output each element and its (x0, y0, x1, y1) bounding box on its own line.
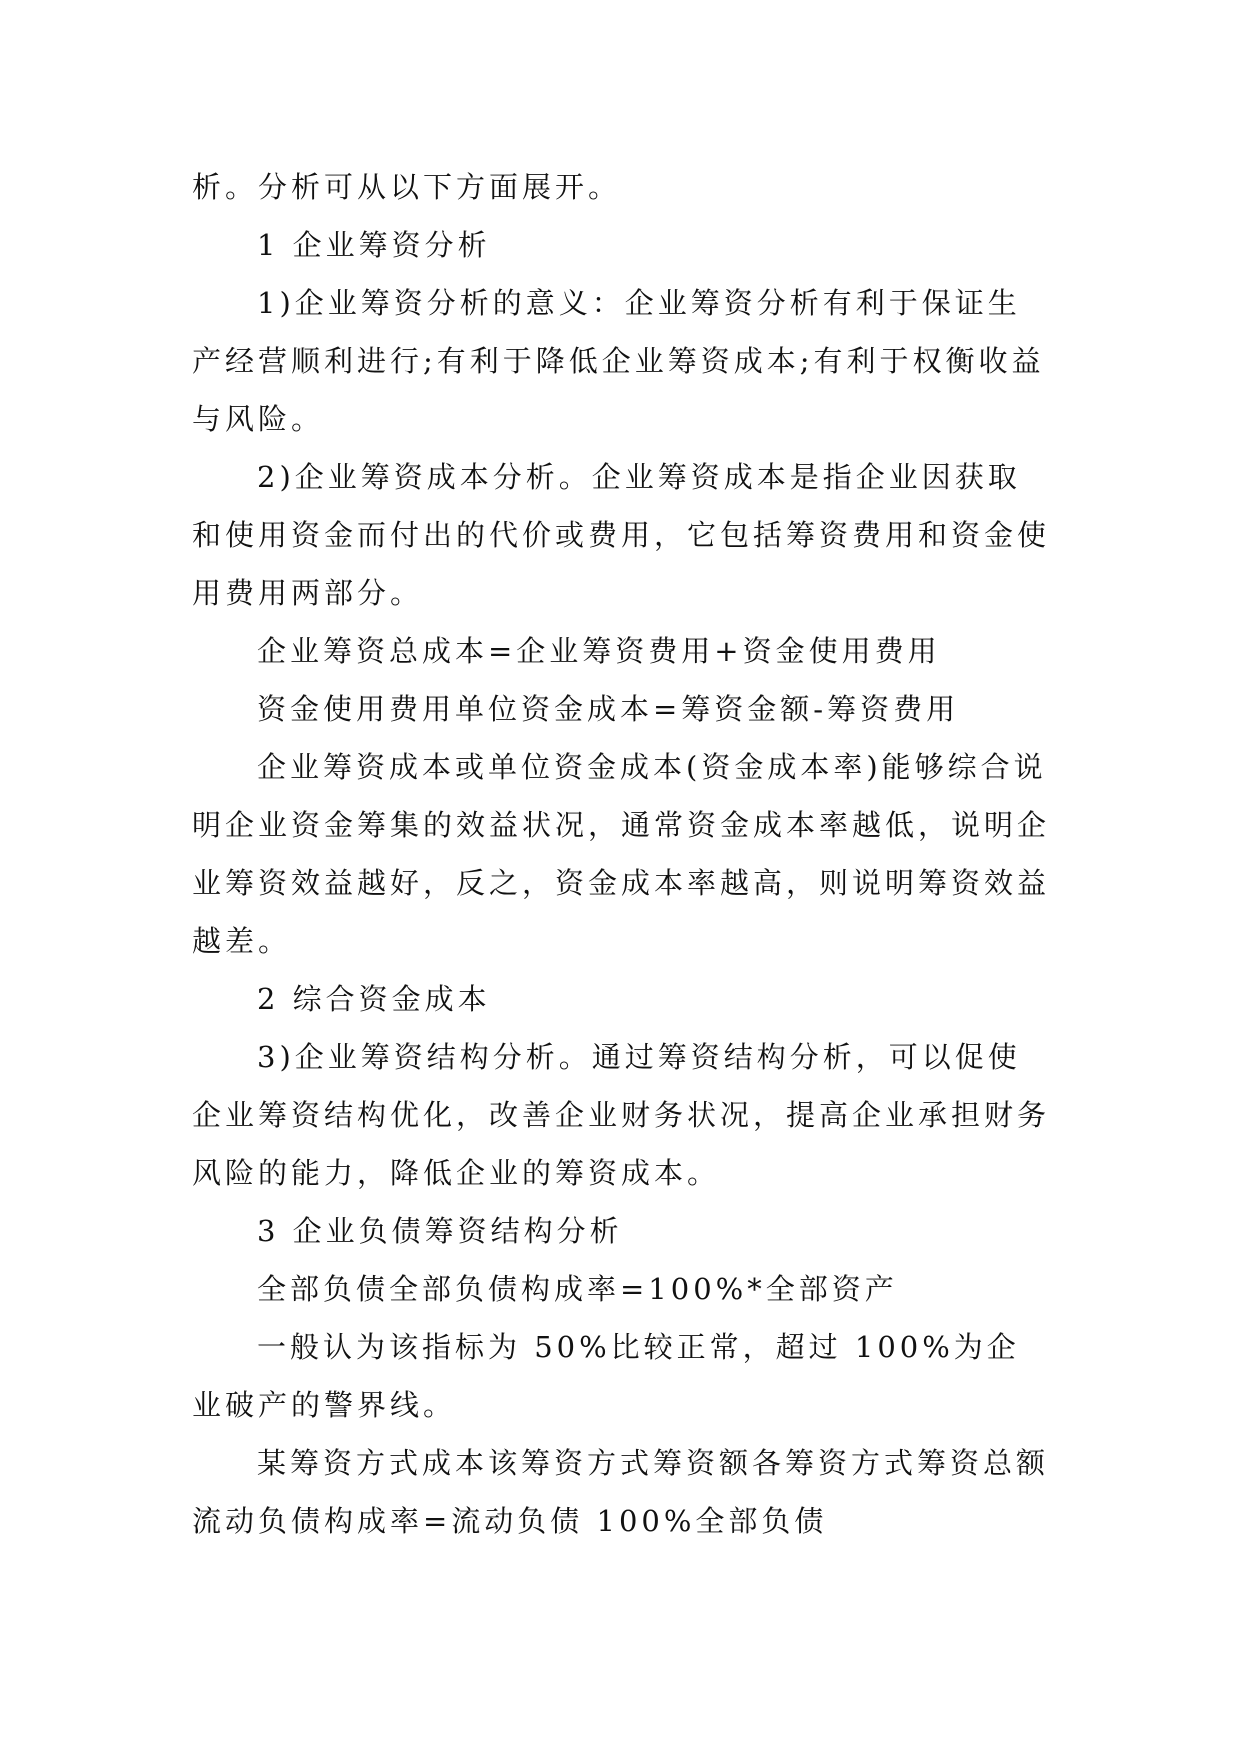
paragraph-indicator-note: 一般认为该指标为 50%比较正常，超过 100%为企业破产的警界线。 (192, 1330, 1020, 1422)
formula-unit-cost: 资金使用费用单位资金成本=筹资金额-筹资费用 (257, 692, 960, 726)
paragraph-fundraising-cost: 2)企业筹资成本分析。企业筹资成本是指企业因获取和使用资金而付出的代价或费用，它包括筹资费用和资金使用费用两部分。 (192, 460, 1051, 610)
paragraph-continuation: 析。分析可从以下方面展开。 (192, 170, 622, 204)
paragraph-fundraising-significance: 1)企业筹资分析的意义：企业筹资分析有利于保证生产经营顺利进行;有利于降低企业筹资成本;有利于权衡收益与风险。 (192, 286, 1045, 436)
heading-debt-structure: 3 企业负债筹资结构分析 (257, 1214, 623, 1248)
paragraph-fundraising-structure: 3)企业筹资结构分析。通过筹资结构分析，可以促使企业筹资结构优化，改善企业财务状况，提高企业承担财务风险的能力，降低企业的筹资成本。 (192, 1040, 1051, 1190)
heading-fundraising-analysis: 1 企业筹资分析 (257, 228, 491, 262)
formula-total-cost: 企业筹资总成本=企业筹资费用+资金使用费用 (257, 634, 941, 668)
formula-debt-ratio: 全部负债全部负债构成率=100%*全部资产 (257, 1272, 898, 1306)
heading-composite-cost: 2 综合资金成本 (257, 982, 491, 1016)
paragraph-cost-rate: 企业筹资成本或单位资金成本(资金成本率)能够综合说明企业资金筹集的效益状况，通常资金成本率越低，说明企业筹资效益越好，反之，资金成本率越高，则说明筹资效益越差。 (192, 750, 1051, 958)
formula-current-liabilities: 某筹资方式成本该筹资方式筹资额各筹资方式筹资总额流动负债构成率=流动负债 100%全部负债 (192, 1446, 1050, 1538)
document-body (192, 158, 1052, 1550)
